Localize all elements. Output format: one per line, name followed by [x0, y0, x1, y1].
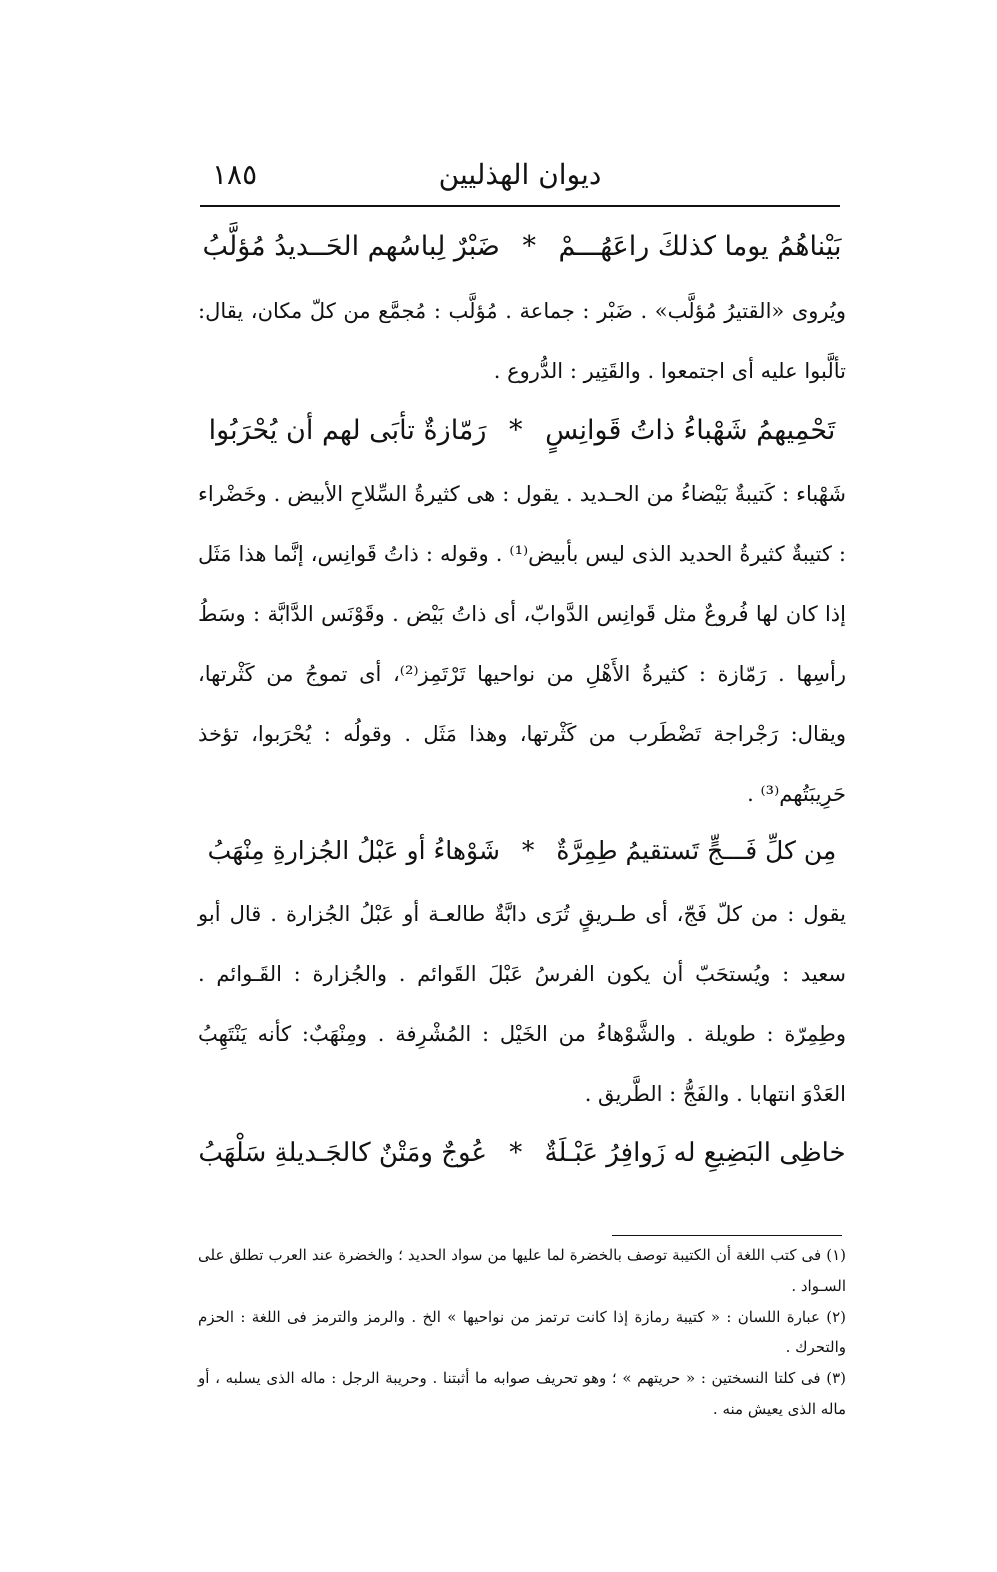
commentary-paragraph: ويُروى «القتيرُ مُؤلَّب» . ضَبْر : جماعة . مُؤلَّب : مُجمَّع من كلّ مكان، يقال: تألَّبوا عليه أى اجتمعوا . والقَتِير : الدُّروع . [198, 298, 846, 383]
running-title: ديوان الهذليين [438, 158, 602, 191]
footnote-1: (١) فى كتب اللغة أن الكتيبة توصف بالخضرة لما عليها من سواد الحديد ؛ والخضرة عند العرب تطلق على السـواد . [198, 1246, 846, 1295]
page-header [200, 158, 840, 198]
verse-first-hemistich: تَحْمِيهمُ شَهْباءُ ذاتُ قَوانِسٍ [545, 414, 836, 446]
verse-line [198, 226, 846, 268]
verse-line [198, 1133, 846, 1173]
page-number: ١٨٥ [212, 158, 258, 191]
footnote-2: (٢) عبارة اللسان : « كتيبة رمازة إذا كانت ترتمز من نواحيها » الخ . والرمز والترمز فى اللغة : الحزم والتحرك . [198, 1307, 846, 1357]
footnote-3: (٣) فى كلتا النسختين : « حريتهم » ؛ وهو تحريف صوابه ما أثبتنا . وحريبة الرجل : ماله الذى يسلبه ، أو ماله الذى يعيش منه . [198, 1369, 846, 1418]
verse-first-hemistich: خاظِى البَضِيعِ له زَوافِرُ عَبْـلَةٌ [544, 1137, 846, 1168]
commentary-paragraph: شَهْباء : كَتيبةٌ بَيْضاءُ من الحـديد . يقول : هى كثيرةُ السِّلاحِ الأبيض . وخَضْراء : كتيبةٌ كثيرةُ الحديد الذى ليس بأبيض⁽¹⁾ . وقوله : ذاتُ قَوانِس، إنَّما هذا مَثَل إذا كان لها فُروعٌ مثل قَوانِس الدَّوابّ، أى ذاتُ بَيْض . وقَوْنَس الدَّابَّة : وسَطُ رأسِها . رَمّازة : كثيرةُ الأَهْلِ من نواحيها تَرْتَمِز⁽²⁾، أى تموجُ من كَثْرتها، ويقال: رَجْراجة تَضْطَرب من كَثْرتها، وهذا مَثَل . وقولُه : يُحْرَبوا، تؤخذ حَرِيبَتُهم⁽³⁾ . [198, 482, 847, 806]
main-text [198, 222, 846, 1187]
verse-second-hemistich: عُوجٌ ومَتْنٌ كالجَـديلةِ سَلْهَبُ [198, 1137, 487, 1168]
header-rule [200, 205, 840, 207]
footnote-rule [612, 1235, 842, 1236]
commentary-paragraph: يقول : من كلّ فَجّ، أى طـريقٍ تُرَى دابَّةٌ طالعـة أو عَبْلُ الجُزارة . قال أبو سعيد : ويُستحَبّ أن يكون الفرسُ عَبْلَ القَوائم . والجُزارة : القَـوائم . وطِمِرّة : طويلة . والشَّوْهاءُ من الخَيْل : المُشْرِفة . ومِنْهَبٌ: كأنه يَنْتَهِبُ العَدْوَ انتهابا . والفَجُّ : الطَّريق . [198, 902, 846, 1106]
hemistich-separator: * [509, 1137, 523, 1168]
verse-second-hemistich: شَوْهاءُ أو عَبْلُ الجُزارةِ مِنْهَبُ [207, 836, 500, 866]
verse-first-hemistich: بَيْناهُمُ يوما كذلكَ راعَهُـــمْ [558, 231, 842, 262]
hemistich-separator: * [521, 836, 535, 866]
verse-first-hemistich: مِن كلِّ فَـــجٍّ تَستقيمُ طِمِرَّةٌ [556, 836, 837, 866]
verse-line [198, 410, 846, 452]
hemistich-separator: * [509, 414, 523, 446]
verse-second-hemistich: رَمّازةٌ تأبَى لهم أن يُحْرَبُوا [208, 414, 487, 446]
footnotes [198, 1240, 846, 1425]
verse-line [198, 832, 846, 871]
hemistich-separator: * [522, 231, 536, 262]
verse-second-hemistich: ضَبْرٌ لِباسُهم الحَــديدُ مُؤلَّبُ [202, 231, 500, 262]
